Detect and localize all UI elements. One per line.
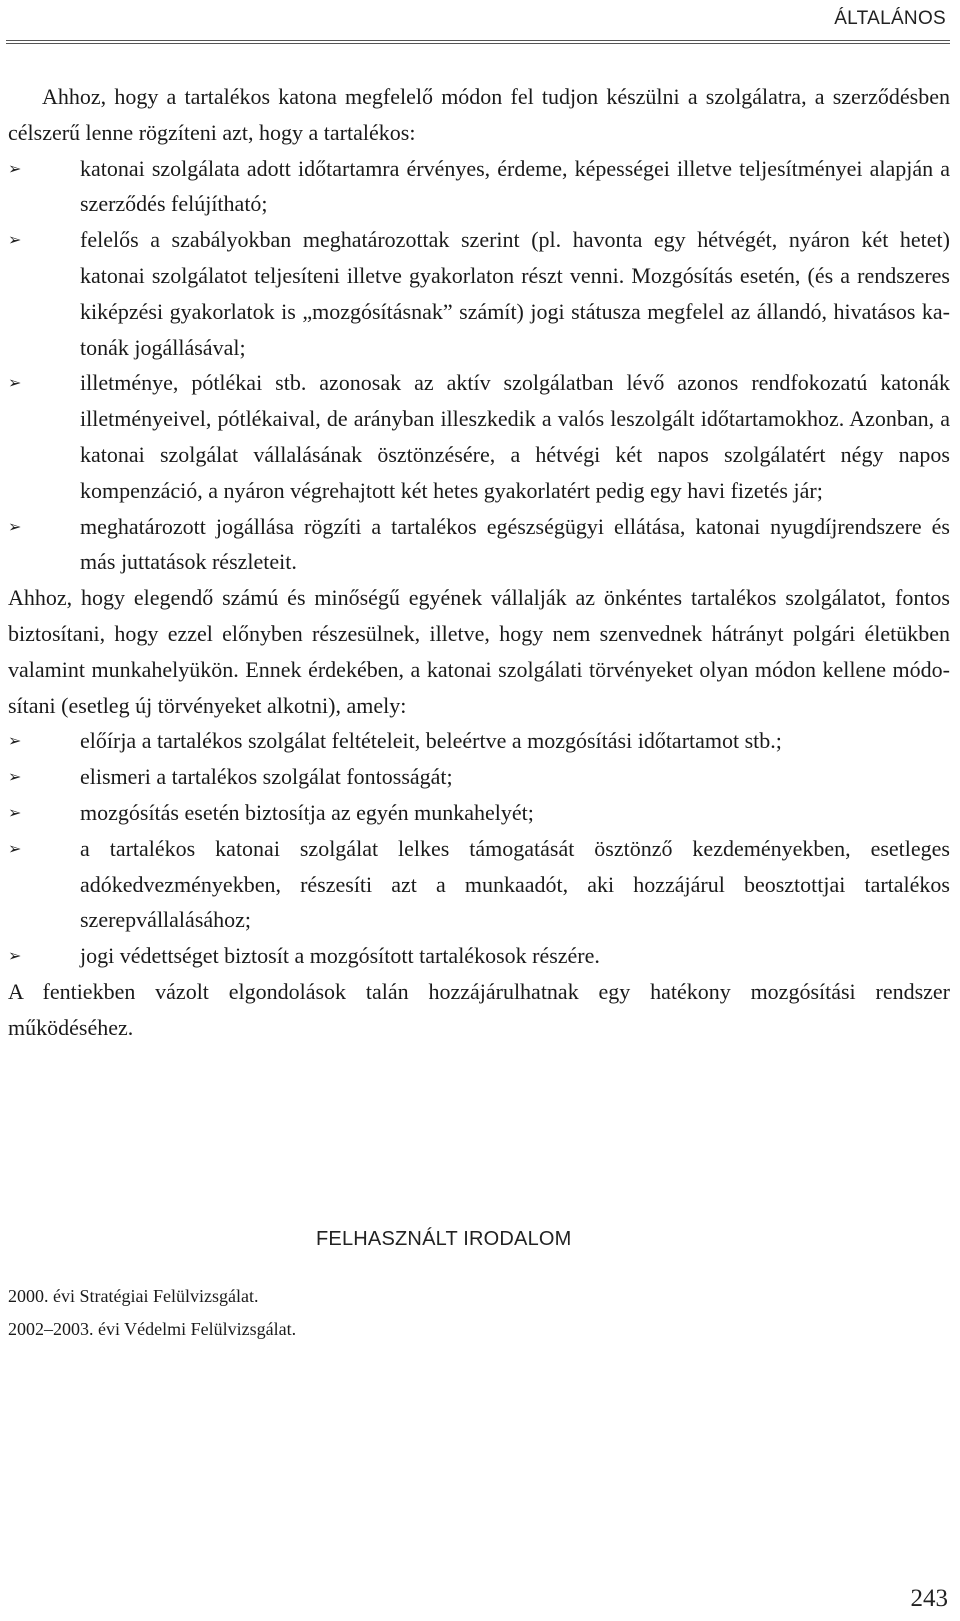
list-item-text: előírja a tartalékos szolgálat feltételeit, beleértve a mozgósítási időtartamot stb.; [80, 728, 782, 754]
page-header [6, 0, 950, 44]
section-header-label: ÁLTALÁNOS [834, 8, 946, 29]
reference-item: 2000. évi Stratégiai Felülvizsgálat. [8, 1286, 259, 1306]
list-item [8, 831, 950, 938]
list-item [8, 222, 950, 365]
bullet-list-reservist-contract [8, 151, 950, 581]
arrow-bullet-icon: ➢ [8, 731, 22, 751]
list-item-text: felelős a szabályokban meghatározottak szerint (pl. havonta egy hétvégét, nyáron két hetet) katonai szolgálatot teljesíteni illetve gyakorlaton részt venni. Mozgósítás esetén, (és a rendszeres kiképzési gyakorlatok is „mozgósításnak” számít) jogi státusza megfelel az állandó, hivatásos katonák jogállásával; [80, 227, 950, 360]
arrow-bullet-icon: ➢ [8, 946, 22, 966]
list-item [8, 759, 950, 795]
arrow-bullet-icon: ➢ [8, 373, 22, 393]
arrow-bullet-icon: ➢ [8, 802, 22, 822]
list-item-text: a tartalékos katonai szolgálat lelkes támogatását ösztönző kezdeményekben, esetleges adókedvezményekben, részesíti azt a munkaadót, aki hozzájárul beosztottjai tartalékos szerepvállalásához; [80, 835, 950, 933]
list-item-text: elismeri a tartalékos szolgálat fontosságát; [80, 764, 453, 790]
paragraph-volunteers: Ahhoz, hogy elegendő számú és minőségű egyének vállalják az önkéntes tartalékos szolgálatot, fontos biztosítani, hogy ezzel előnyben részesülnek, illetve, hogy nem szenvednek hátrányt polgári életükben valamint munkahelyükön. Ennek érdekében, a katonai szolgálati törvényeket olyan módon kellene módosítani (esetleg új törvényeket alkotni), amely: [8, 585, 950, 718]
bullet-list-law-changes [8, 723, 950, 974]
body-text [8, 79, 950, 1046]
arrow-bullet-icon: ➢ [8, 158, 22, 178]
list-item-text: meghatározott jogállása rögzíti a tartalékos egészségügyi ellátása, katonai nyugdíjrendszere és más juttatások részleteit. [80, 513, 950, 575]
list-item [8, 151, 950, 223]
arrow-bullet-icon: ➢ [8, 516, 22, 536]
arrow-bullet-icon: ➢ [8, 230, 22, 250]
paragraph-conclusion: A fentiekben vázolt elgondolások talán hozzájárulhatnak egy hatékony mozgósítási rendszer működéséhez. [8, 978, 950, 1040]
list-item [8, 509, 950, 581]
list-item-text: mozgósítás esetén biztosítja az egyén munkahelyét; [80, 799, 534, 825]
list-item [8, 723, 950, 759]
list-item [8, 938, 950, 974]
page-number: 243 [910, 1585, 948, 1612]
list-item [8, 795, 950, 831]
arrow-bullet-icon: ➢ [8, 767, 22, 787]
list-item [8, 365, 950, 508]
list-item-text: jogi védettséget biztosít a mozgósított tartalékosok részére. [80, 943, 600, 969]
arrow-bullet-icon: ➢ [8, 838, 22, 858]
references-heading: FELHASZNÁLT IRODALOM [316, 1228, 572, 1250]
header-rule [6, 40, 950, 44]
list-item-text: katonai szolgálata adott időtartamra érvényes, érdeme, képességei illetve teljesítményei alapján a szerződés felújítható; [80, 155, 950, 217]
reference-item: 2002–2003. évi Védelmi Felülvizsgálat. [8, 1319, 297, 1339]
list-item-text: illetménye, pótlékai stb. azonosak az aktív szolgálatban lévő azonos rendfokozatú katonák illetményeivel, pótlékaival, de arányban illeszkedik a valós leszolgált időtartamokhoz. Azonban, a katonai szolgálat vállalásának ösztönzésére, a hétvégi két napos szolgálatért négy napos kompenzáció, a nyáron végrehajtott két hetes gyakorlatért pedig egy havi fizetés jár; [80, 370, 950, 503]
paragraph-intro: Ahhoz, hogy a tartalékos katona megfelelő módon fel tudjon készülni a szolgálatra, a szerződésben célszerű lenne rögzíteni azt, hogy a tartalékos: [8, 84, 950, 145]
references-list [8, 1280, 296, 1346]
